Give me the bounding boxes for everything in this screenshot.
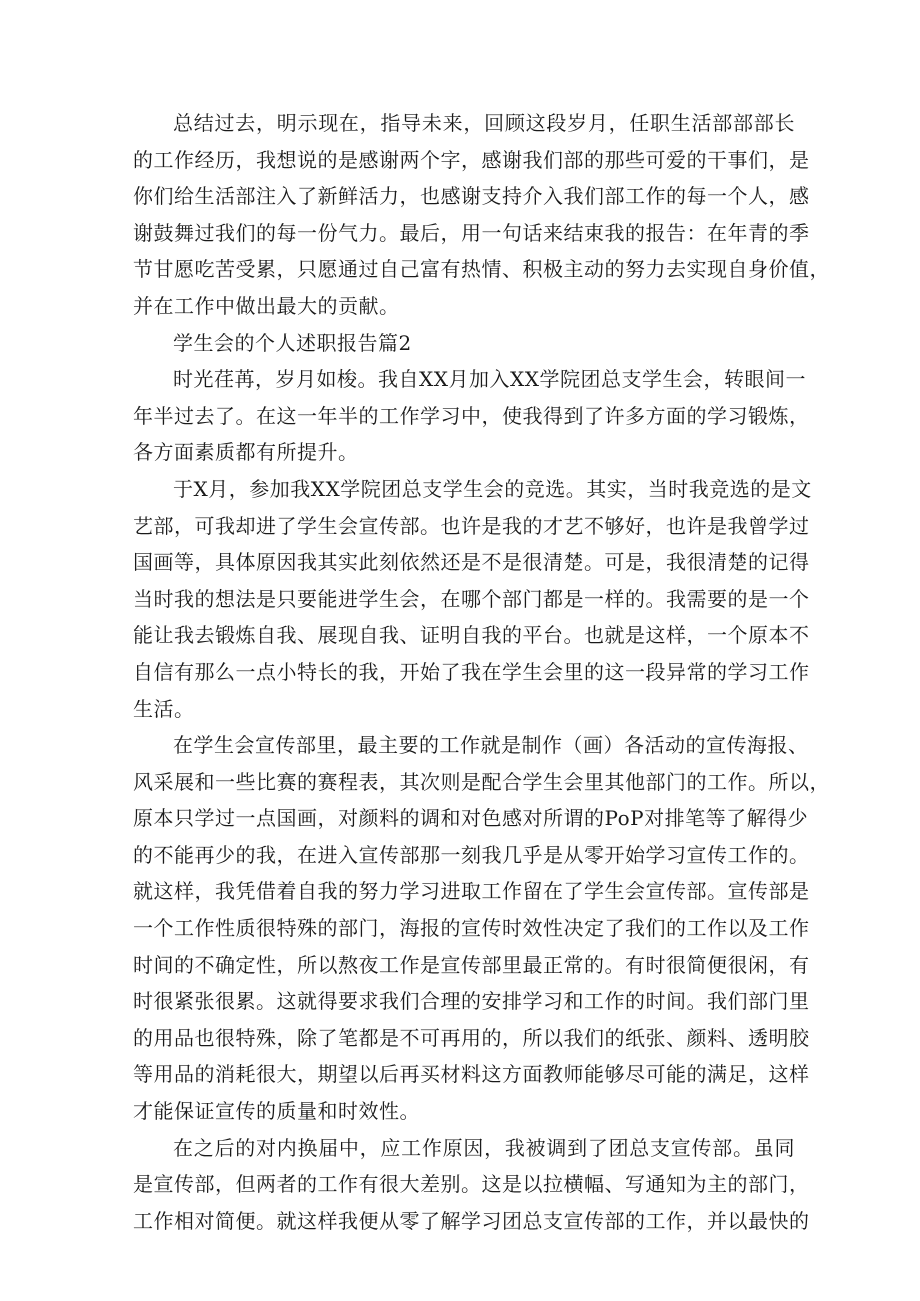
- text-line: 在学生会宣传部里，最主要的工作就是制作（画）各活动的宣传海报、: [173, 733, 809, 758]
- paragraph: [133, 1130, 810, 1240]
- text-line: 总结过去，明示现在，指导未来，回顾这段岁月，任职生活部部部长: [173, 111, 795, 135]
- paragraph: [133, 727, 830, 1130]
- text-line: 艺部，可我却进了学生会宣传部。也许是我的才艺不够好，也许是我曾学过: [133, 513, 810, 538]
- paragraph: [133, 471, 812, 727]
- text-line: 国画等，具体原因我其实此刻依然还是不是很清楚。可是，我很清楚的记得: [133, 550, 810, 575]
- text-line: 当时我的想法是只要能进学生会，在哪个部门都是一样的。我需要的是一个: [133, 586, 810, 611]
- text-line: 各方面素质都有所提升。: [133, 440, 359, 465]
- text-line: 原本只学过一点国画，对颜料的调和对色感对所谓的PoP对排笔等了解得少: [133, 806, 809, 831]
- text-line: 于X月，参加我XX学院团总支学生会的竞选。其实，当时我竞选的是文: [173, 476, 812, 501]
- text-line: 并在工作中做出最大的贡献。: [133, 293, 400, 318]
- text-line: 时光荏苒，岁月如梭。我自XX月加入XX学院团总支学生会，转眼间一: [173, 367, 806, 392]
- text-line: 一个工作性质很特殊的部门，海报的宣传时效性决定了我们的工作以及工作: [133, 916, 810, 941]
- paragraph: [133, 361, 810, 471]
- text-line: 节甘愿吃苦受累，只愿通过自己富有热情、积极主动的努力去实现自身价值，: [133, 257, 830, 282]
- text-line: 的用品也很特殊，除了笔都是不可再用的，所以我们的纸张、颜料、透明胶: [133, 1025, 810, 1050]
- text-line: 才能保证宣传的质量和时效性。: [133, 1099, 420, 1124]
- text-line: 学生会的个人述职报告篇2: [173, 330, 412, 355]
- text-line: 时间的不确定性，所以熬夜工作是宣传部里最正常的。有时很简便很闲，有: [133, 952, 810, 977]
- text-line: 的不能再少的我，在进入宣传部那一刻我几乎是从零开始学习宣传工作的。: [133, 842, 810, 867]
- text-line: 是宣传部，但两者的工作有很大差别。这是以拉横幅、写通知为主的部门，: [133, 1172, 810, 1197]
- text-line: 年半过去了。在这一年半的工作学习中，使我得到了许多方面的学习锻炼，: [133, 403, 810, 428]
- text-line: 工作相对简便。就这样我便从零了解学习团总支宣传部的工作，并以最快的: [133, 1208, 810, 1233]
- text-line: 在之后的对内换届中，应工作原因，我被调到了团总支宣传部。虽同: [173, 1135, 795, 1160]
- text-line: 风采展和一些比赛的赛程表，其次则是配合学生会里其他部门的工作。所以，: [133, 769, 830, 794]
- document-body: [133, 105, 830, 1239]
- text-line: 生活。: [133, 696, 195, 721]
- text-line: 谢鼓舞过我们的每一份气力。最后，用一句话来结束我的报告：在年青的季: [133, 220, 810, 245]
- text-line: 等用品的消耗很大，期望以后再买材料这方面教师能够尽可能的满足，这样: [133, 1062, 810, 1087]
- text-line: 你们给生活部注入了新鲜活力，也感谢支持介入我们部工作的每一个人，感: [133, 184, 810, 209]
- text-line: 就这样，我凭借着自我的努力学习进取工作留在了学生会宣传部。宣传部是: [133, 879, 810, 904]
- text-line: 的工作经历，我想说的是感谢两个字，感谢我们部的那些可爱的干事们，是: [133, 147, 810, 172]
- text-line: 时很紧张很累。这就得要求我们合理的安排学习和工作的时间。我们部门里: [133, 989, 810, 1014]
- text-line: 自信有那么一点小特长的我，开始了我在学生会里的这一段异常的学习工作: [133, 659, 810, 684]
- section-heading: [133, 325, 795, 362]
- text-line: 能让我去锻炼自我、展现自我、证明自我的平台。也就是这样，一个原本不: [133, 623, 810, 648]
- paragraph: [133, 105, 830, 325]
